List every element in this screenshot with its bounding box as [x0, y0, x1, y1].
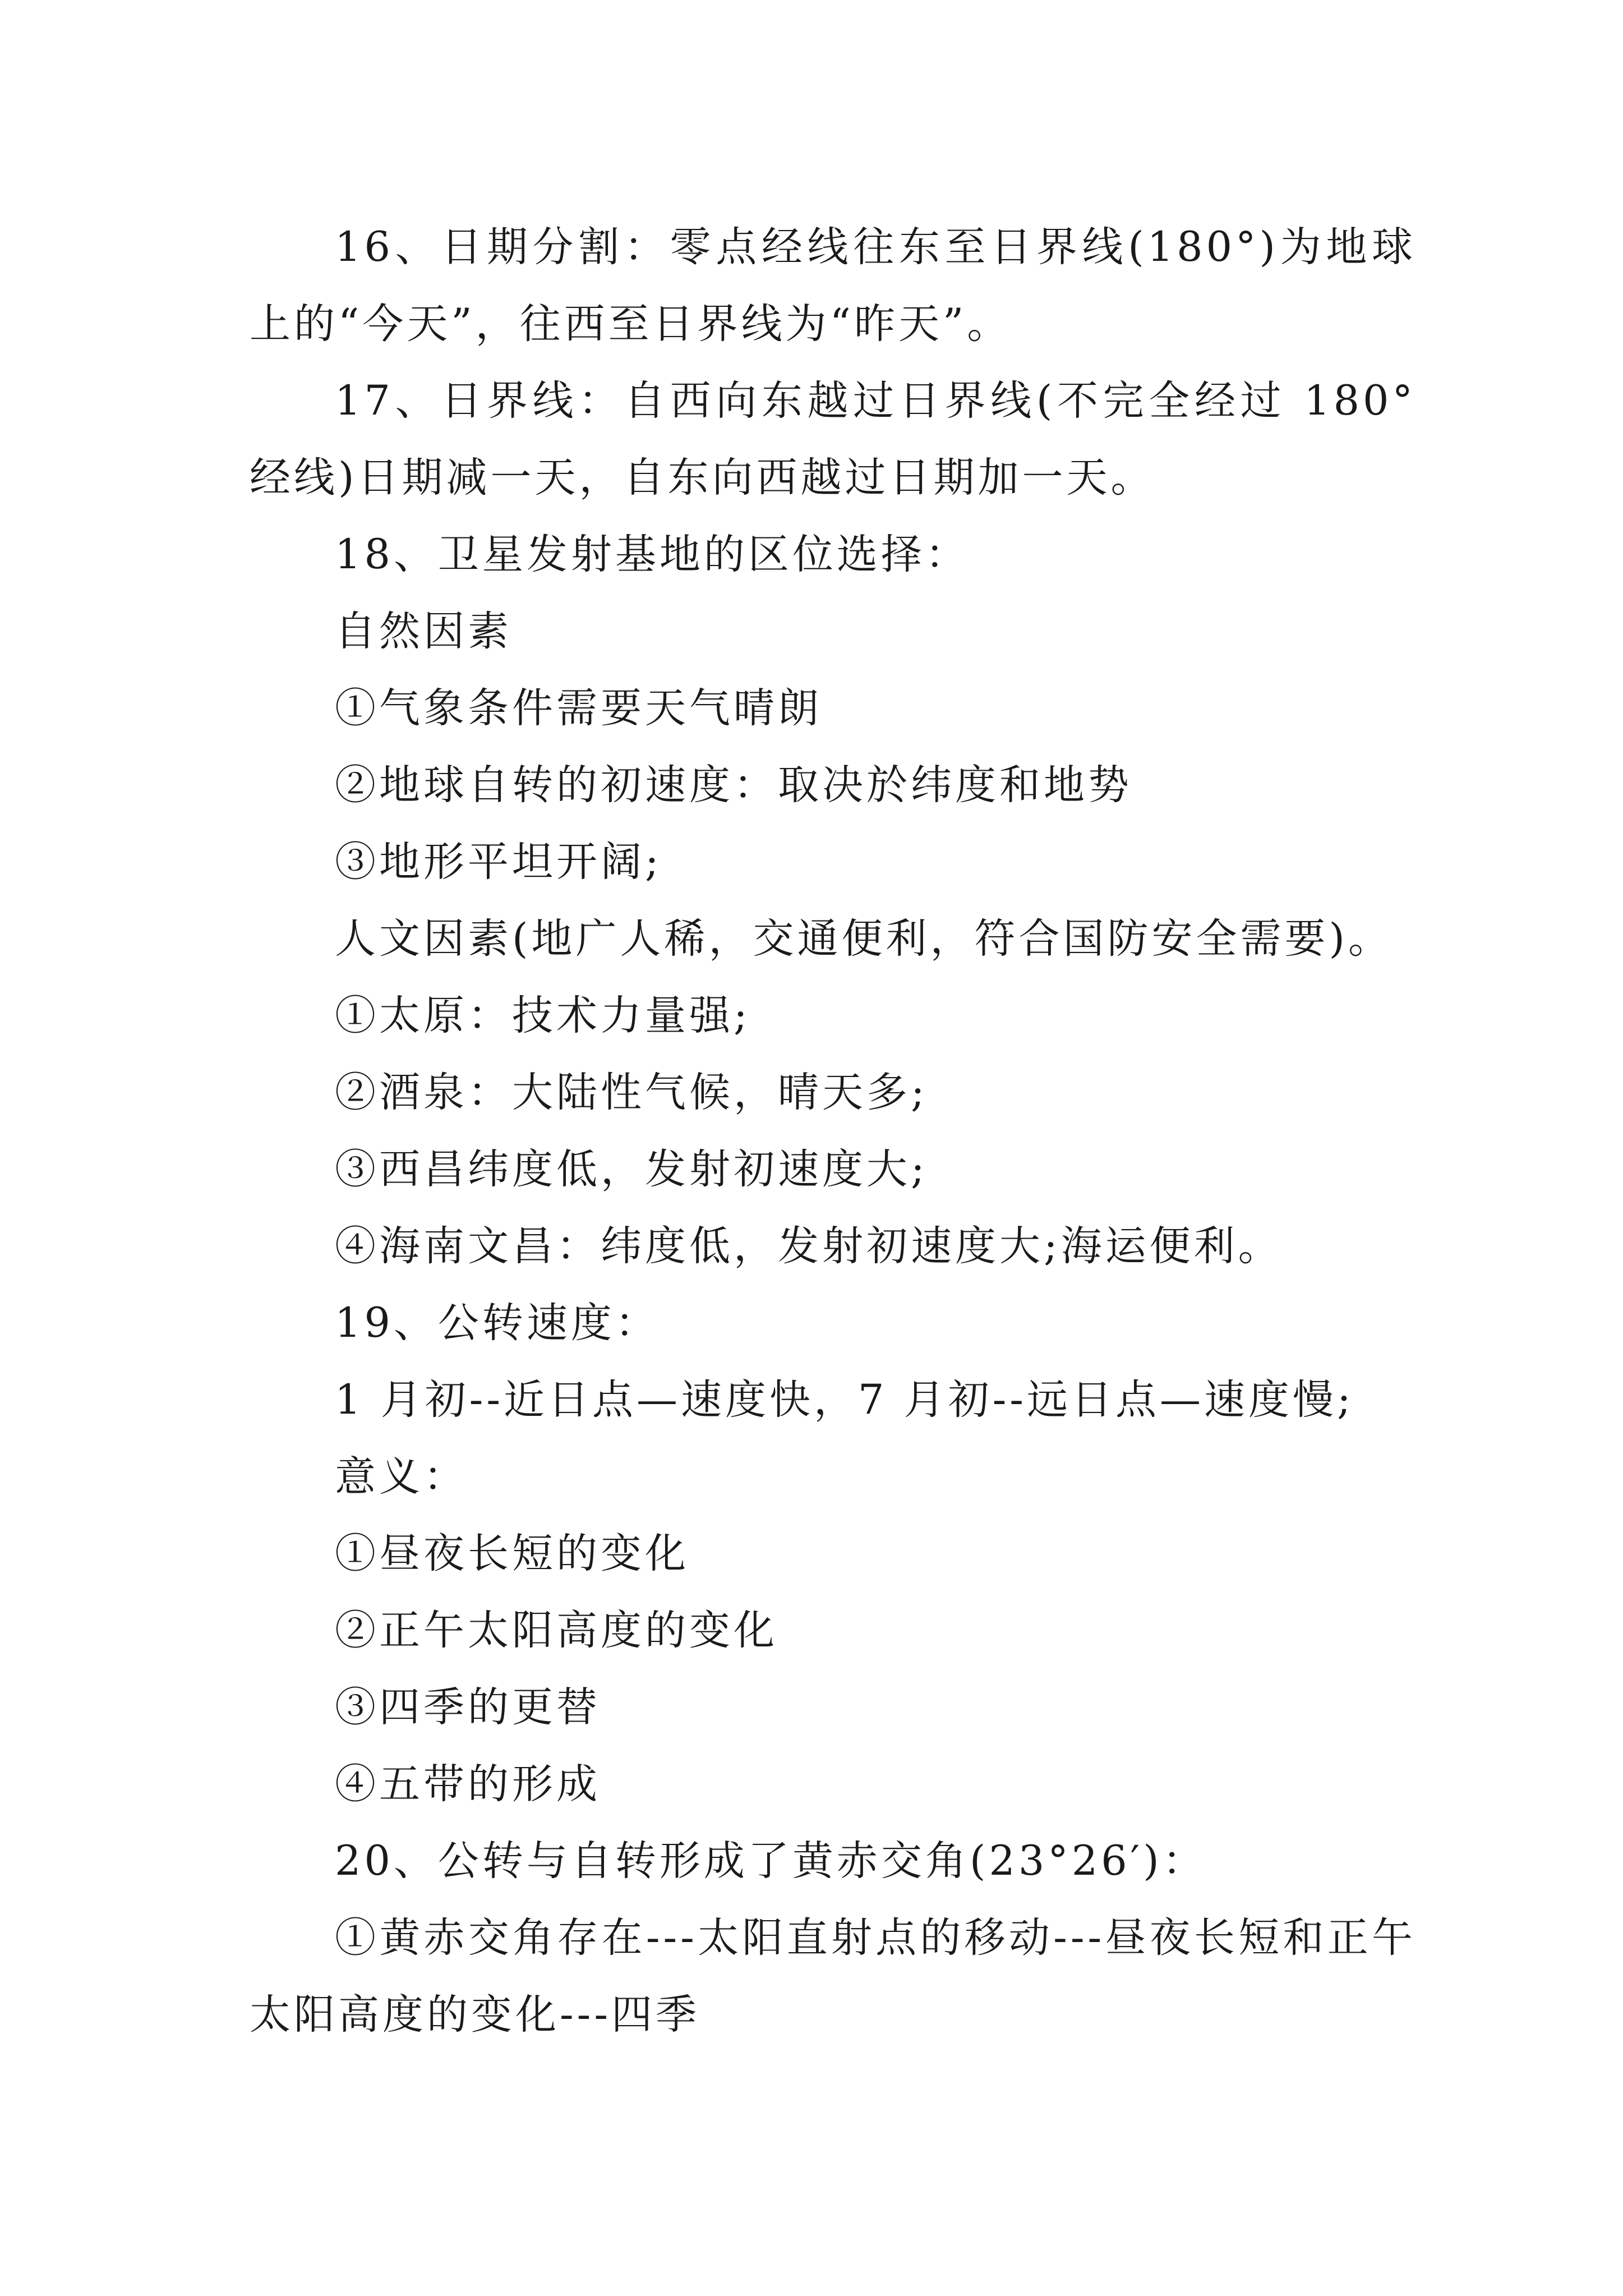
document-body [250, 209, 1416, 2053]
obliquity-effect-1: ①黄赤交角存在---太阳直射点的移动---昼夜长短和正午太阳高度的变化---四季 [250, 1914, 1416, 2039]
revolution-speed-detail: 1 月初--近日点—速度快，7 月初--远日点—速度慢; [335, 1376, 1354, 1424]
natural-factor-1: ①气象条件需要天气晴朗 [335, 684, 822, 732]
human-factors-heading: 人文因素(地广人稀，交通便利，符合国防安全需要)。 [335, 915, 1393, 963]
significance-item-2: ②正午太阳高度的变化 [335, 1607, 778, 1654]
natural-factor-2: ②地球自转的初速度：取决於纬度和地势 [335, 761, 1132, 809]
base-xichang: ③西昌纬度低，发射初速度大; [335, 1145, 928, 1193]
significance-item-3: ③四季的更替 [335, 1683, 601, 1731]
natural-factors-heading: 自然因素 [335, 608, 512, 655]
paragraph-20-obliquity-heading: 20、公转与自转形成了黄赤交角(23°26′)： [335, 1837, 1207, 1885]
paragraph-19-revolution-speed-heading: 19、公转速度： [335, 1299, 660, 1347]
significance-heading: 意义： [335, 1453, 468, 1501]
paragraph-16-date-division: 16、日期分割：零点经线往东至日界线(180°)为地球上的“今天”，往西至日界线为“昨天”。 [250, 223, 1416, 348]
base-wenchang: ④海南文昌：纬度低，发射初速度大;海运便利。 [335, 1222, 1283, 1270]
base-taiyuan: ①太原：技术力量强; [335, 992, 751, 1039]
significance-item-4: ④五带的形成 [335, 1760, 601, 1808]
paragraph-18-launch-base-heading: 18、卫星发射基地的区位选择： [335, 531, 970, 578]
natural-factor-3: ③地形平坦开阔; [335, 838, 662, 886]
significance-item-1: ①昼夜长短的变化 [335, 1530, 689, 1577]
base-jiuquan: ②酒泉：大陆性气候，晴天多; [335, 1069, 928, 1116]
paragraph-17-date-line: 17、日界线：自西向东越过日界线(不完全经过 180°经线)日期减一天，自东向西越过日期加一天。 [250, 377, 1416, 501]
